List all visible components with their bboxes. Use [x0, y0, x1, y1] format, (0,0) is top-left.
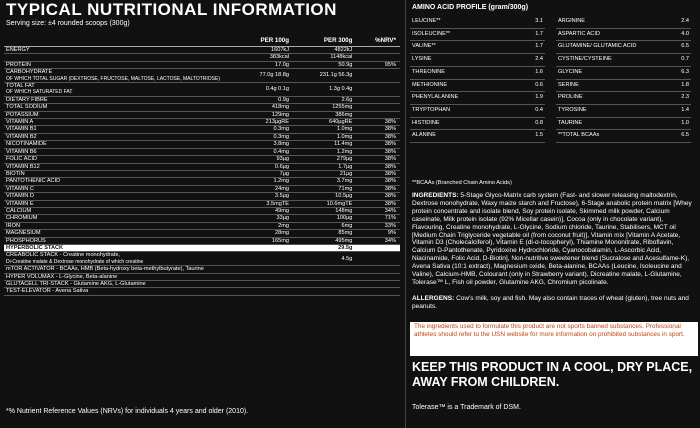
amino-row: [410, 80, 545, 93]
value-per300: 50.9g: [338, 61, 353, 68]
nutrient-name: [4, 164, 230, 170]
page-title: TYPICAL NUTRITIONAL INFORMATION: [6, 0, 337, 19]
nutrient-label: VITAMIN D: [6, 193, 34, 200]
nutrient-name: [4, 230, 230, 236]
serving-size: Serving size: ±4 rounded scoops (300g): [6, 20, 130, 27]
value-per300: 1.2mg: [336, 148, 353, 155]
nutrient-label: VITAMIN E: [6, 200, 34, 207]
value-per100: 129mg: [271, 111, 290, 118]
stack-label: HYPERBOLIC STACK: [6, 244, 64, 251]
amino-name: GLYCINE: [558, 68, 583, 75]
nutrient-label: VITAMIN B6: [6, 148, 37, 155]
value-per300: 11.4mg: [334, 141, 353, 148]
amino-value: 2.3: [681, 94, 689, 101]
amino-value: 6.5: [681, 43, 689, 50]
value-per100: 383kcal: [269, 54, 290, 61]
value-nrv: 38%: [384, 170, 396, 177]
amino-name: PHENYLALANINE: [412, 94, 459, 101]
value-per100: 49mg: [275, 207, 290, 214]
amino-name: SERINE: [558, 81, 579, 88]
value-per100: 2mg: [278, 222, 290, 229]
nutrient-name: [4, 238, 230, 244]
stack-label: mTOR ACTIVATOR - BCAAs, HMB (Beta-hydroxy beta-methylbutyrate), Taurine: [6, 266, 204, 273]
stack-row: [4, 245, 400, 252]
nutrient-name: [4, 215, 230, 221]
nutrient-name: [4, 201, 230, 207]
value-per300: 2.6g: [341, 96, 353, 103]
amino-row: [556, 41, 691, 54]
value-per300: 640µgRE: [328, 119, 353, 126]
value-nrv: 38%: [384, 185, 396, 192]
amino-name: HISTIDINE: [412, 119, 440, 126]
value-nrv: 38%: [384, 119, 396, 126]
value-per100: 418mg: [271, 104, 290, 111]
nutrient-sublabel: OF WHICH SATURATED FAT: [6, 89, 73, 96]
storage-warning: KEEP THIS PRODUCT IN A COOL, DRY PLACE, AWAY FROM CHILDREN.: [412, 360, 693, 389]
value-per100: 33µg: [276, 215, 290, 222]
table-row: [4, 83, 400, 97]
value-nrv: 38%: [384, 148, 396, 155]
value-per100: 213µgRE: [265, 119, 290, 126]
amino-name: TAURINE: [558, 119, 583, 126]
table-row: [4, 97, 400, 104]
value-per100: 0.4g 0.1g: [265, 86, 290, 93]
value-per100: 7µg: [279, 170, 290, 177]
amino-name: TYROSINE: [558, 106, 587, 113]
nutrient-name: [4, 126, 230, 132]
stack-name: [4, 281, 230, 287]
value-nrv: 38%: [384, 141, 396, 148]
value-per100: 3.5µg: [274, 193, 290, 200]
allergens-text: Cow's milk, soy and fish. May also contain traces of wheat (gluten), tree nuts and peanuts.: [412, 295, 689, 310]
amino-row: [556, 16, 691, 29]
value-per100: 0.3mg: [273, 133, 290, 140]
amino-row: [410, 29, 545, 42]
stack-name: [4, 245, 230, 251]
nutrition-panel: [4, 0, 402, 428]
amino-name: METHIONINE: [412, 81, 448, 88]
nutrient-name: [4, 156, 230, 162]
value-per300: 71mg: [338, 185, 353, 192]
allergens-block: [412, 295, 694, 311]
value-nrv: 71%: [384, 215, 396, 222]
table-row: [4, 54, 400, 61]
table-row: [4, 62, 400, 69]
value-nrv: 38%: [384, 200, 396, 207]
nutrient-label: NICOTINAMIDE: [6, 141, 47, 148]
value-per300: 386mg: [335, 111, 353, 118]
amino-row: [410, 67, 545, 80]
value-per100: 17.0g: [275, 61, 290, 68]
stack-row: [4, 288, 400, 295]
amino-name: LEUCINE**: [412, 18, 441, 24]
nutrient-name: [4, 134, 230, 140]
value-per300: 279µg: [336, 156, 353, 163]
stack-label: TEST-ELEVATOR - Avena Sativa: [6, 288, 89, 295]
nutrient-name: [4, 83, 230, 96]
amino-row: [556, 29, 691, 42]
amino-name: GLUTAMINE/ GLUTAMIC ACID: [558, 43, 637, 50]
value-per300: 6mg: [341, 222, 353, 229]
amino-row: [410, 54, 545, 67]
value-nrv: 34%: [384, 207, 396, 214]
value-per300: 3.7mg: [336, 178, 353, 185]
value-nrv: 38%: [384, 156, 396, 163]
amino-value: 1.4: [681, 106, 689, 113]
amino-row: [556, 118, 691, 131]
amino-value: 0.7: [681, 56, 689, 63]
table-row: [4, 69, 400, 83]
stack-name: [4, 252, 230, 265]
info-panel: [410, 0, 698, 428]
amino-value: 3.1: [535, 18, 543, 24]
amino-value: 6.3: [681, 68, 689, 75]
stack-sublabel: Di-Creatine malate & Dextrose monohydrate of which creatine: [6, 258, 144, 265]
nutrient-label: PHOSPHORUS: [6, 237, 46, 244]
table-row: [4, 193, 400, 200]
nutrient-label: POTASSIUM: [6, 111, 39, 118]
nutrient-label: PANTOTHENIC ACID: [6, 178, 61, 185]
table-row: [4, 201, 400, 208]
amino-row: [410, 41, 545, 54]
table-row: [4, 215, 400, 222]
amino-value: 1.7: [535, 43, 543, 50]
nutrient-label: FOLIC ACID: [6, 156, 38, 163]
amino-value: 2.4: [535, 56, 543, 63]
table-row: [4, 149, 400, 156]
nutrient-name: [4, 186, 230, 192]
value-per100: 165mg: [271, 237, 290, 244]
value-per100: 0.6µg: [274, 163, 290, 170]
nutrient-name: [4, 112, 230, 118]
nutrient-name: [4, 69, 230, 82]
value-per100: 1.2mg: [273, 178, 290, 185]
nutrient-label: IRON: [6, 222, 20, 229]
nutrient-label: CARBOHYDRATE: [6, 69, 53, 76]
stack-label: CREABOLIC STACK - Creatine monohydrate,: [6, 252, 120, 259]
nutrient-name: [4, 62, 230, 68]
value-per300: 1255mg: [332, 104, 353, 111]
value-per300: 21µg: [339, 170, 353, 177]
amino-row: [410, 92, 545, 105]
nutrient-name: [4, 141, 230, 147]
table-row: [4, 104, 400, 111]
stack-row: [4, 266, 400, 273]
amino-row: [410, 130, 545, 143]
value-per300: 100µg: [336, 215, 353, 222]
nutrient-name: [4, 47, 230, 53]
table-row: [4, 126, 400, 133]
table-row: [4, 164, 400, 171]
value-per300: 1.0mg: [336, 133, 353, 140]
bcaa-note: **BCAAs (Branched Chain Amino Acids): [412, 180, 512, 186]
amino-row: [556, 80, 691, 93]
value-nrv: 38%: [384, 126, 396, 133]
nutrient-label: ENERGY: [6, 47, 30, 53]
nutrient-name: [4, 208, 230, 214]
ingredients-label: INGREDIENTS:: [412, 192, 459, 199]
amino-name: ASPARTIC ACID: [558, 30, 601, 37]
table-row: [4, 119, 400, 126]
nutrient-label: DIETARY FIBRE: [6, 96, 48, 103]
value-per300: 10.5µg: [335, 193, 353, 200]
stack-name: [4, 288, 230, 294]
column-divider: [405, 0, 406, 428]
table-row: [4, 141, 400, 148]
value-nrv: 95%: [384, 61, 396, 68]
amino-name: CYSTINE/CYSTEINE: [558, 56, 612, 63]
nutrient-name: [4, 223, 230, 229]
stack-per300: 29.5g: [338, 244, 353, 251]
value-nrv: 38%: [384, 178, 396, 185]
amino-value: 2.4: [681, 18, 689, 24]
table-row: [4, 47, 400, 54]
value-per100: 0.9g: [278, 96, 290, 103]
amino-row: [556, 105, 691, 118]
nutrient-label: VITAMIN B2: [6, 133, 37, 140]
amino-value: 1.9: [535, 94, 543, 101]
value-per100: 1607kJ: [270, 47, 290, 53]
value-per300: 231.1g 56.3g: [319, 72, 353, 79]
amino-name: VALINE**: [412, 43, 436, 50]
value-per300: 1148kcal: [330, 54, 353, 61]
value-per300: 1.3g 0.4g: [329, 86, 353, 93]
nutrient-label: VITAMIN A: [6, 119, 34, 126]
value-per100: 3.5mgTE: [266, 200, 290, 207]
nutrient-label: TOTAL FAT: [6, 83, 35, 90]
allergens-label: ALLERGENS:: [412, 295, 455, 302]
nutrient-label: VITAMIN B12: [6, 163, 40, 170]
amino-row: [556, 130, 691, 143]
amino-value: 1.0: [681, 119, 689, 126]
table-row: [4, 178, 400, 185]
ingredients-text: 5-Stage Glyco-Matrix carb system (Fast- and slower releasing maltodextrin, Dextrose monohydrate, Waxy maize starch and Fructose), 6-Stage anabolic protein matrix [Whey protein concentrate and isolate blend, Soy protein isolate, Skimmed milk powder, Calcium caseinate, Milk protein isolate (92% Micellar casein)], Cocoa (only in chocolate variant), Flavouring, Creatine monohydrate, L-Glycine, Sodium chloride, Taurine, Stabilisers, MCT oil [Medium Chain Triglyceride vegetable oil (from coconut fruit)], Vitamin mix [Vitamin A Acetate, Vitamin D3 (Cholecalciferol), Vitamin E (dl-α-tocopheryl), Thiamine Mononitrate, Riboflavin, Calcium D-Pantothenate, Pyridoxine Hydrochloride, Cyanocobalamin, L-Ascorbic Acid, Niacinamide, Folic Acid, D-Biotin], Non-nutritive sweetener blend (Sucralose and Acesulfame-K), Avena Sativa (10:1 extract), Magnesium oxide, Beta-alanine, BCAAs (Leucine, Isoleucine and Valine), Calcium-HMB, Colourant (only in Strawberry variant), Dicreatine malate, L-Glutamine, Tolerase™ L, Fish oil powder, Glutamine AKG, Chromium picolinate.: [412, 192, 692, 286]
nutrient-name: [4, 193, 230, 199]
table-row: [4, 223, 400, 230]
amino-name: LYSINE: [412, 56, 432, 63]
value-per300: 1.7µg: [338, 163, 353, 170]
amino-row: [556, 67, 691, 80]
amino-name: THREONINE: [412, 68, 445, 75]
value-per300: 148mg: [335, 207, 353, 214]
nutrient-label: VITAMIN C: [6, 185, 34, 192]
amino-name: ALANINE: [412, 132, 436, 139]
nutrient-sublabel: OF WHICH TOTAL SUGAR (DEXTROSE, FRUCTOSE, MALTOSE, LACTOSE, MALTOTRIOSE): [6, 75, 221, 82]
table-header: [4, 35, 400, 47]
amino-value: 1.5: [535, 132, 543, 139]
nutrient-label: TOTAL SODIUM: [6, 104, 48, 111]
value-per100: 28mg: [275, 230, 290, 237]
amino-row: [556, 92, 691, 105]
amino-name: TRYPTOPHAN: [412, 106, 451, 113]
table-row: [4, 134, 400, 141]
amino-row: [556, 54, 691, 67]
value-per100: 3.8mg: [273, 141, 290, 148]
amino-value: 1.8: [681, 81, 689, 88]
value-per300: 4822kJ: [334, 47, 353, 53]
nutrient-name: [4, 171, 230, 177]
table-row: [4, 208, 400, 215]
stack-row: [4, 281, 400, 288]
value-per100: 24mg: [275, 185, 290, 192]
stack-name: [4, 274, 230, 280]
amino-table-right: [556, 16, 691, 143]
ingredients-block: [412, 192, 694, 287]
stack-name: [4, 266, 230, 272]
value-per100: 93µg: [276, 156, 290, 163]
nutrition-table: [4, 35, 400, 296]
nutrient-label: CHROMIUM: [6, 215, 38, 222]
table-row: [4, 238, 400, 245]
stack-row: [4, 252, 400, 266]
nutrient-name: [4, 104, 230, 110]
amino-name: ARGININE: [558, 18, 586, 24]
value-nrv: 9%: [387, 230, 396, 237]
table-row: [4, 156, 400, 163]
amino-value: 0.6: [535, 81, 543, 88]
stack-per300: 4.5g: [341, 255, 353, 262]
value-per300: 1.0mg: [336, 126, 353, 133]
amino-name: **TOTAL BCAAs: [558, 132, 600, 139]
amino-row: [410, 105, 545, 118]
amino-value: 0.4: [535, 106, 543, 113]
nutrient-label: PROTEIN: [6, 61, 31, 68]
amino-table-left: [410, 16, 545, 143]
value-per300: 495mg: [335, 237, 353, 244]
amino-value: 6.5: [681, 132, 689, 139]
value-nrv: 33%: [384, 222, 396, 229]
amino-row: [410, 16, 545, 29]
amino-name: ISOLEUCINE**: [412, 30, 451, 37]
table-row: [4, 186, 400, 193]
amino-name: PROLINE: [558, 94, 583, 101]
amino-value: 1.6: [535, 68, 543, 75]
trademark-note: Tolerase™ is a Trademark of DSM.: [412, 404, 521, 411]
value-nrv: 38%: [384, 133, 396, 140]
amino-value: 4.0: [681, 30, 689, 37]
value-per300: 85mg: [338, 230, 353, 237]
table-row: [4, 230, 400, 237]
value-per300: 10.6mgTE: [326, 200, 353, 207]
table-row: [4, 112, 400, 119]
amino-row: [410, 118, 545, 131]
amino-value: 1.7: [535, 30, 543, 37]
amino-value: 0.8: [535, 119, 543, 126]
nutrient-label: VITAMIN B1: [6, 126, 37, 133]
value-per100: 0.4mg: [273, 148, 290, 155]
header-col-nrv: %NRV*: [375, 37, 396, 44]
table-row: [4, 171, 400, 178]
nutrient-name: [4, 119, 230, 125]
value-per100: 0.3mg: [273, 126, 290, 133]
value-nrv: 38%: [384, 193, 396, 200]
nutrient-name: [4, 97, 230, 103]
value-nrv: 38%: [384, 163, 396, 170]
value-per100: 77.0g 18.8g: [259, 72, 290, 79]
stack-row: [4, 274, 400, 281]
nutrient-label: BIOTIN: [6, 170, 25, 177]
nutrient-label: CALCIUM: [6, 207, 32, 214]
stack-label: GLUTACELL TRI-STACK - Glutamine AKG, L-Glutamine: [6, 281, 146, 287]
amino-title: AMINO ACID PROFILE (gram/300g): [412, 4, 529, 11]
footnote: *% Nutrient Reference Values (NRVs) for individuals 4 years and older (2010).: [6, 408, 249, 415]
nutrient-name: [4, 149, 230, 155]
nutrient-label: MAGNESIUM: [6, 230, 41, 237]
value-nrv: 34%: [384, 237, 396, 244]
stack-label: HYPER VOLUMAX - L-Glycine, Beta-alanine: [6, 273, 118, 280]
nutrient-name: [4, 178, 230, 184]
header-col-per100: PER 100g: [260, 37, 290, 44]
header-col-per300: PER 300g: [323, 37, 353, 44]
banned-substance-notice: The ingredients used to formulate this product are not sports banned substances. Professional athletes should refer to the USN website for more information on prohibited substances in sport.: [410, 322, 698, 356]
